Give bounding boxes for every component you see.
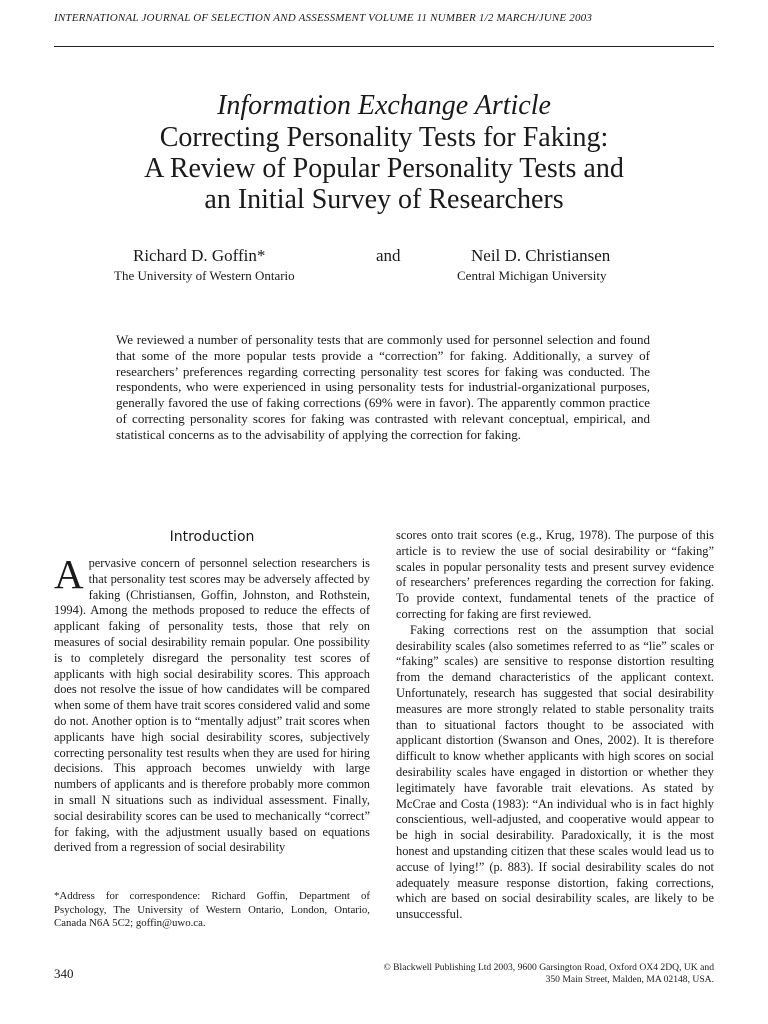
left-column	[54, 528, 370, 856]
section-heading: Introduction	[169, 529, 255, 545]
intro-paragraph-1-continued: scores onto trait scores (e.g., Krug, 1978). The purpose of this article is to review the use of social desirability or “faking” scales in popular personality tests and present survey evidence of researchers’ preferences regarding the correction for faking. To provide context, fundamental tenets of the practice of correcting for faking are first reviewed.	[396, 528, 714, 621]
right-column	[396, 528, 714, 923]
author-name-first: Richard D. Goffin*	[133, 246, 266, 265]
copyright-notice	[360, 962, 714, 986]
article-type: Information Exchange Article	[217, 90, 551, 121]
author-affiliation-first: The University of Western Ontario	[114, 268, 295, 283]
title-line: A Review of Popular Personality Tests and	[144, 153, 624, 184]
intro-paragraph-2: Faking corrections rest on the assumption that social desirability scales (also sometimes referred to as “lie” scales or “faking” scales) are sensitive to response distortion resulting from the demand characteristics of the applicant context. Unfortunately, research has suggested that social desirability measures are more strongly related to stable personality traits than to situational factors thought to be associated with applicant distortion (Swanson and Ones, 2002). It is therefore difficult to know whether applicants with high scores on social desirability scales have engaged in distortion or whether they legitimately have favorable trait elevations. As stated by McCrae and Costa (1983): “An individual who is in fact highly conscientious, well-adjusted, and cooperative would appear to be high in social desirability. Paradoxically, it is the most honest and upstanding citizen that these scales would lead us to accuse of lying!” (p. 883). If social desirability scales do not adequately measure response distortion, faking corrections, which are based on social desirability scales, are likely to be unsuccessful.	[396, 622, 714, 922]
title-line: an Initial Survey of Researchers	[204, 184, 564, 215]
page-number: 340	[54, 966, 74, 981]
copyright-line: 350 Main Street, Malden, MA 02148, USA.	[545, 974, 714, 985]
copyright-line: © Blackwell Publishing Ltd 2003, 9600 Garsington Road, Oxford OX4 2DQ, UK and	[383, 962, 714, 973]
intro-paragraph-1	[54, 551, 370, 856]
title-line: Correcting Personality Tests for Faking:	[159, 122, 609, 153]
intro-paragraph-1-text: pervasive concern of personnel selection researchers is that personality test scores may be adversely affected by faking (Christiansen, Goffin, Johnston, and Rothstein, 1994). Among the methods proposed to reduce the effects of applicant faking of personality tests, those that rely on measures of social desirability remain popular. One possibility is to completely disregard the personality test scores of applicants with high social desirability scores. This approach does not resolve the issue of how candidates will be compared when some of them have trait scores considered valid and some do not. Another option is to “mentally adjust” trait scores when applicants have high social desirability scores, subjectively correcting personality test results when they are used for hiring decisions. This approach becomes unwieldy with large numbers of applicants and is therefore probably more common in small N situations such as individual assessment. Finally, social desirability scores can be used to mechanically “correct” for faking, with the adjustment usually based on equations derived from a regression of social desirability	[54, 556, 370, 855]
correspondence-footnote: *Address for correspondence: Richard Goffin, Department of Psychology, The University of Western Ontario, London, Ontario, Canada N6A 5C2; goffin@uwo.ca.	[54, 890, 370, 929]
journal-header: INTERNATIONAL JOURNAL OF SELECTION AND ASSESSMENT VOLUME 11 NUMBER 1/2 MARCH/JUNE 2003	[54, 12, 593, 24]
article-title	[54, 122, 714, 215]
abstract: We reviewed a number of personality tests that are commonly used for personnel selection and found that some of the more popular tests provide a “correction” for faking. Additionally, a survey of researchers’ preferences regarding correcting personality test scores for faking was conducted. The respondents, who were experienced in using personality tests for industrial-organizational purposes, generally favored the use of faking corrections (69% were in favor). The apparently common practice of correcting personality scores for faking was contrasted with relevant conceptual, empirical, and statistical concerns as to the advisability of applying the correction for faking.	[116, 332, 650, 442]
author-name-second: Neil D. Christiansen	[471, 246, 611, 265]
author-affiliation-second: Central Michigan University	[457, 268, 607, 283]
drop-cap: A	[54, 551, 84, 597]
header-rule	[54, 46, 714, 47]
author-conjunction: and	[376, 246, 401, 265]
